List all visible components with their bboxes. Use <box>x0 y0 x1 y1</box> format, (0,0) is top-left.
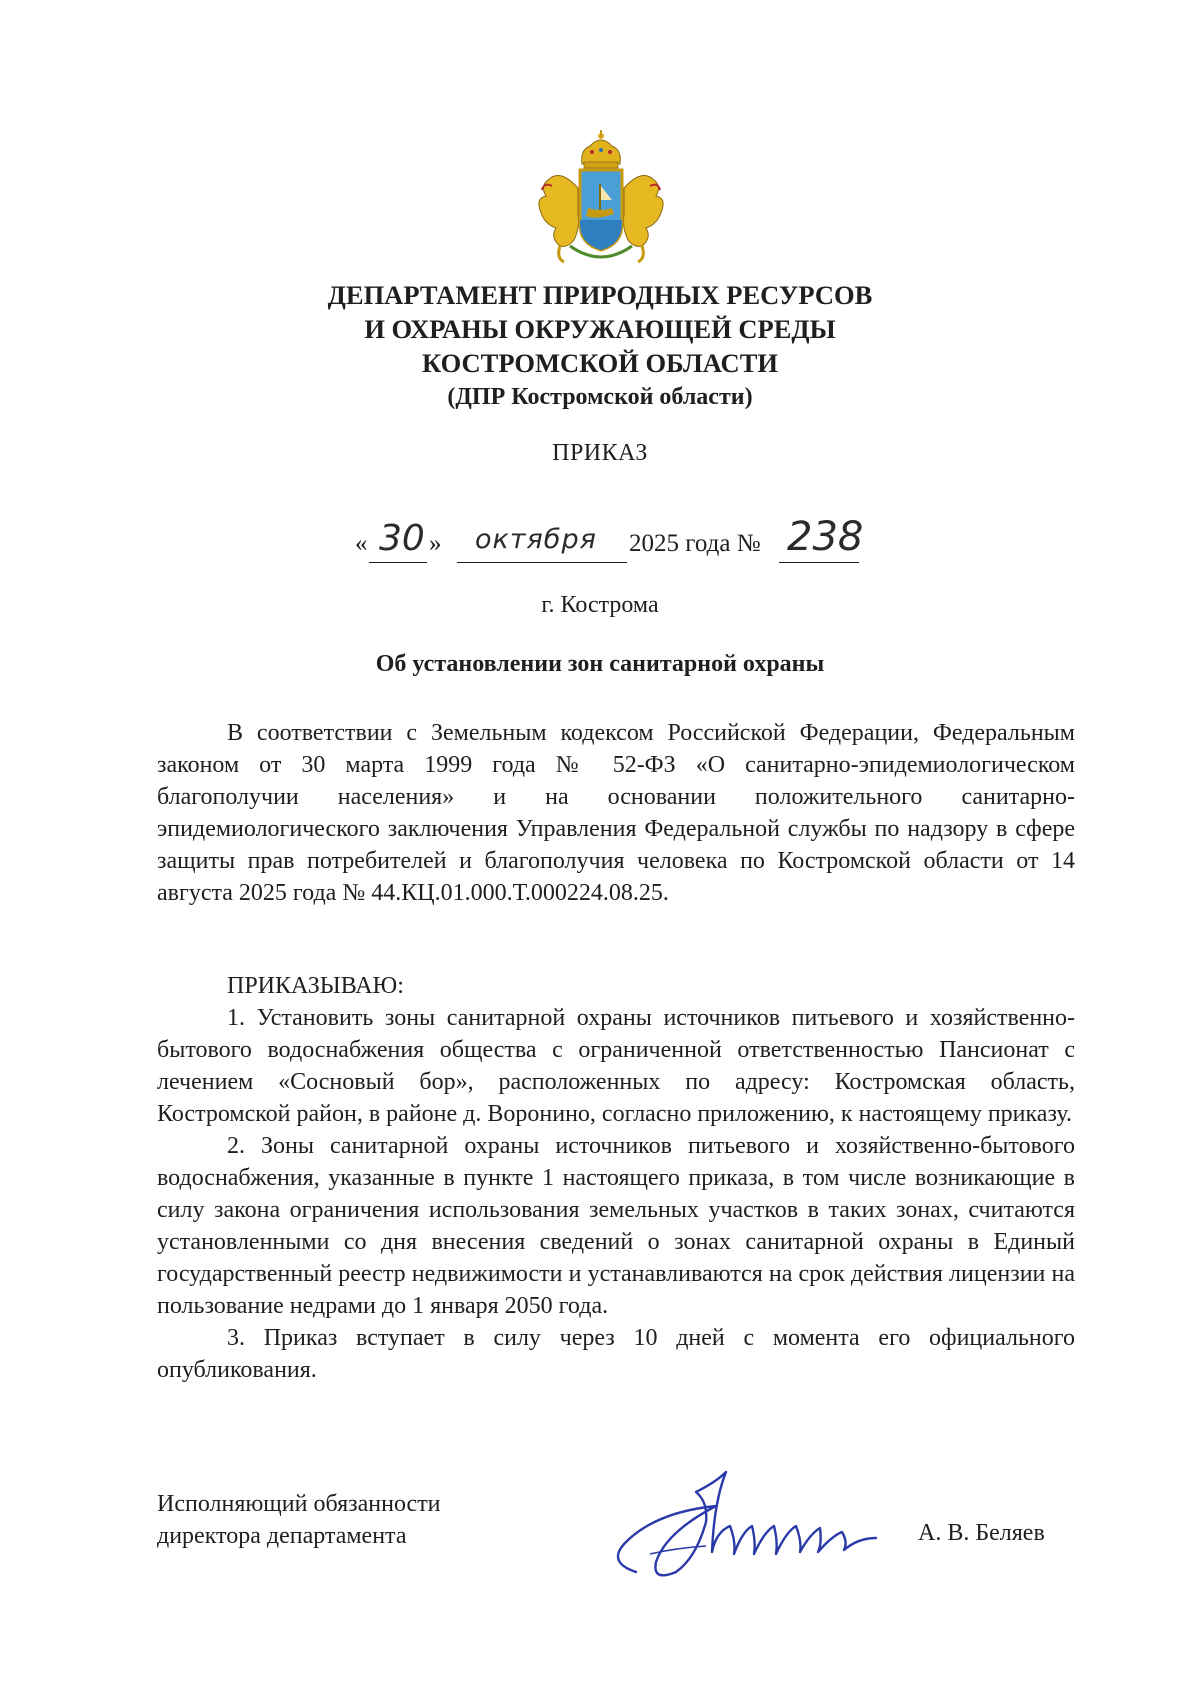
crown-icon <box>582 130 621 168</box>
signatory-position <box>157 1488 441 1552</box>
number-underline <box>779 562 859 563</box>
department-title <box>0 278 1200 414</box>
preamble <box>157 717 1075 909</box>
year-number-label: 2025 года № <box>629 530 761 557</box>
coat-of-arms-emblem <box>530 128 672 268</box>
document-type: ПРИКАЗ <box>552 440 648 466</box>
quote-close: » <box>429 530 442 557</box>
shield-icon <box>580 170 622 250</box>
handwritten-month: октября <box>475 524 597 555</box>
position-line-1: Исполняющий обязанности <box>157 1491 441 1517</box>
order-item-2: 2. Зоны санитарной охраны источников питьевого и хозяйственно-бытового водоснабжения, указанные в пункте 1 настоящего приказа, в том числе возникающие в силу закона ограничения использования земельных участков в таких зонах, считаются установленными со дня внесения сведений о зонах санитарной охраны в Единый государственный реестр недвижимости и устанавливаются на срок действия лицензии на пользование недрами до 1 января 2050 года. <box>157 1133 1075 1319</box>
dept-line-2: И ОХРАНЫ ОКРУЖАЮЩЕЙ СРЕДЫ <box>364 314 836 344</box>
dept-line-1: ДЕПАРТАМЕНТ ПРИРОДНЫХ РЕСУРСОВ <box>327 280 873 310</box>
quote-open: « <box>355 530 368 557</box>
order-item-1: 1. Установить зоны санитарной охраны источников питьевого и хозяйственно-бытового водоснабжения общества с ограниченной ответственностью Пансионат с лечением «Сосновый бор», расположенных по адресу: Костромская область, Костромской район, в районе д. Воронино, согласно приложению, к настоящему приказу. <box>157 1005 1075 1127</box>
dept-line-3: КОСТРОМСКОЙ ОБЛАСТИ <box>422 348 778 378</box>
signatory-name: А. В. Беляев <box>918 1520 1045 1546</box>
order-section <box>157 970 1075 1386</box>
handwritten-number: 238 <box>787 514 864 560</box>
order-subject: Об установлении зон санитарной охраны <box>375 651 825 677</box>
order-heading: ПРИКАЗЫВАЮ: <box>227 973 404 999</box>
day-underline <box>369 562 427 563</box>
handwritten-signature <box>596 1462 916 1592</box>
month-underline <box>457 562 627 563</box>
dept-abbreviation: (ДПР Костромской области) <box>447 384 753 410</box>
date-number-line <box>355 514 915 570</box>
preamble-text: В соответствии с Земельным кодексом Российской Федерации, Федеральным законом от 30 марта 1999 года № 52-ФЗ «О санитарно-эпидемиологическом благополучии населения» и на основании положительного санитарно-эпидемиологического заключения Управления Федеральной службы по надзору в сфере защиты прав потребителей и благополучия человека по Костромской области от 14 августа 2025 года № 44.КЦ.01.000.Т.000224.08.25. <box>157 720 1075 906</box>
order-item-3: 3. Приказ вступает в силу через 10 дней с момента его официального опубликования. <box>157 1325 1075 1383</box>
handwritten-day: 30 <box>379 518 425 559</box>
position-line-2: директора департамента <box>157 1523 407 1549</box>
city: г. Кострома <box>541 592 659 618</box>
